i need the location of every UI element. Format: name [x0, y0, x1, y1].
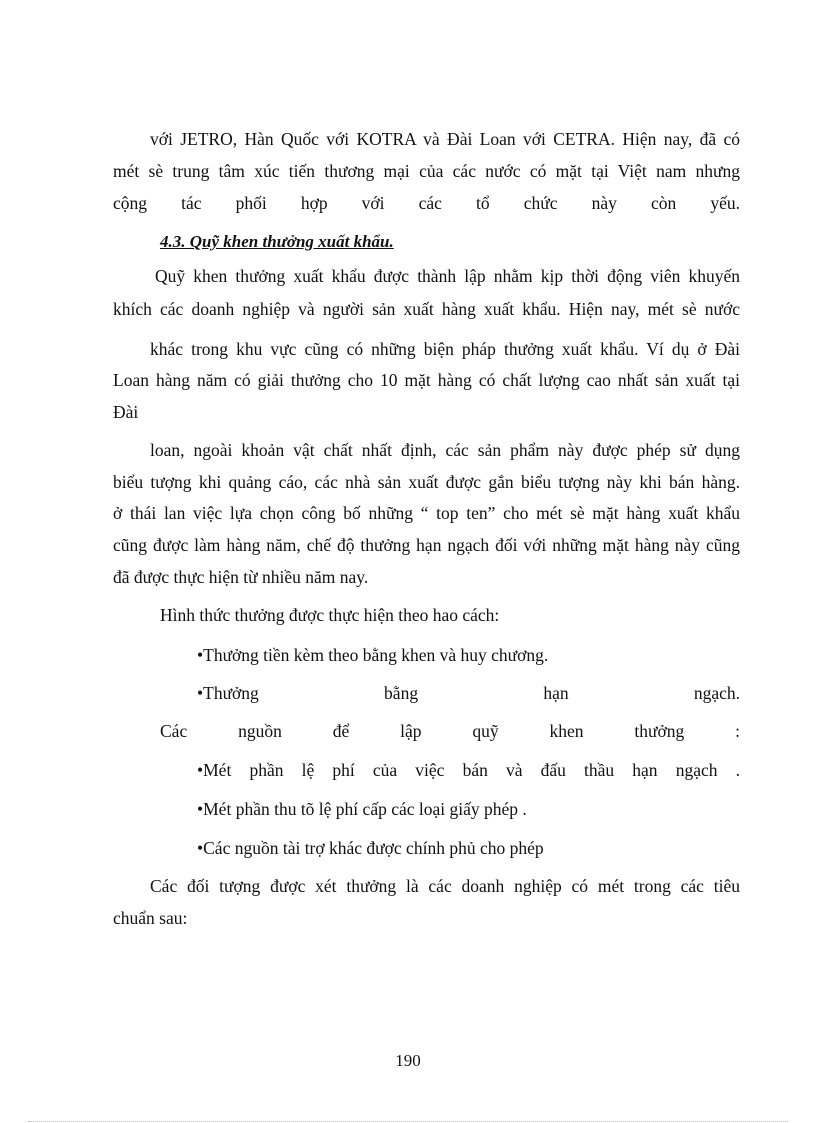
page-number: 190	[395, 1051, 421, 1070]
para5-line2: chuẩn sau:	[113, 908, 188, 928]
bullet-item: •Thưởng bằng hạn ngạch.	[197, 683, 740, 703]
para1-line3: cộng tác phối hợp với các tổ chức này còn yếu.	[113, 193, 740, 213]
section-heading: 4.3. Quỹ khen thưởng xuất khẩu.	[160, 232, 394, 251]
para4-line2: biểu tượng khi quảng cáo, các nhà sản xuất được gắn biểu tượng này khi bán hàng.	[113, 472, 740, 492]
sources-line: Các nguồn để lập quỹ khen thưởng :	[160, 721, 740, 741]
forms-intro: Hình thức thưởng được thực hiện theo hao cách:	[160, 605, 500, 625]
bullet-item: •Mét phần thu tõ lệ phí cấp các loại giấy phép .	[197, 799, 527, 819]
para3-line3: Đài	[113, 402, 139, 422]
para3-line1: khác trong khu vực cũng có những biện pháp thưởng xuất khẩu. Ví dụ ở Đài	[150, 339, 740, 359]
para2-line2: khích các doanh nghiệp và người sản xuất hàng xuất khẩu. Hiện nay, mét sè nước	[113, 299, 740, 319]
bullet-item: •Thưởng tiền kèm theo bằng khen và huy chương.	[197, 645, 549, 665]
page-bottom-divider	[28, 1121, 788, 1122]
para3-line2: Loan hàng năm có giải thưởng cho 10 mặt hàng có chất lượng cao nhất sản xuất tại	[113, 370, 740, 390]
para4-line1: loan, ngoài khoản vật chất nhất định, các sản phẩm này được phép sử dụng	[150, 440, 740, 460]
para5-line1: Các đối tượng được xét thưởng là các doanh nghiệp có mét trong các tiêu	[150, 876, 740, 896]
para4-line5: đã được thực hiện từ nhiều năm nay.	[113, 567, 369, 587]
bullet-item: •Mét phần lệ phí của việc bán và đấu thầu hạn ngạch .	[197, 760, 740, 780]
bullet-item: •Các nguồn tài trợ khác được chính phủ cho phép	[197, 838, 544, 858]
para2-line1: Quỹ khen thưởng xuất khẩu được thành lập nhằm kịp thời động viên khuyến	[155, 266, 740, 286]
para1-line2: mét sè trung tâm xúc tiến thương mại của các nước có mặt tại Việt nam nhưng	[113, 161, 740, 181]
para1-line1: với JETRO, Hàn Quốc với KOTRA và Đài Loan với CETRA. Hiện nay, đã có	[150, 129, 740, 149]
para4-line3: ở thái lan việc lựa chọn công bố những “ top ten” cho mét sè mặt hàng xuất khẩu	[113, 503, 740, 523]
para4-line4: cũng được làm hàng năm, chế độ thưởng hạn ngạch đối với những mặt hàng này cũng	[113, 535, 740, 555]
